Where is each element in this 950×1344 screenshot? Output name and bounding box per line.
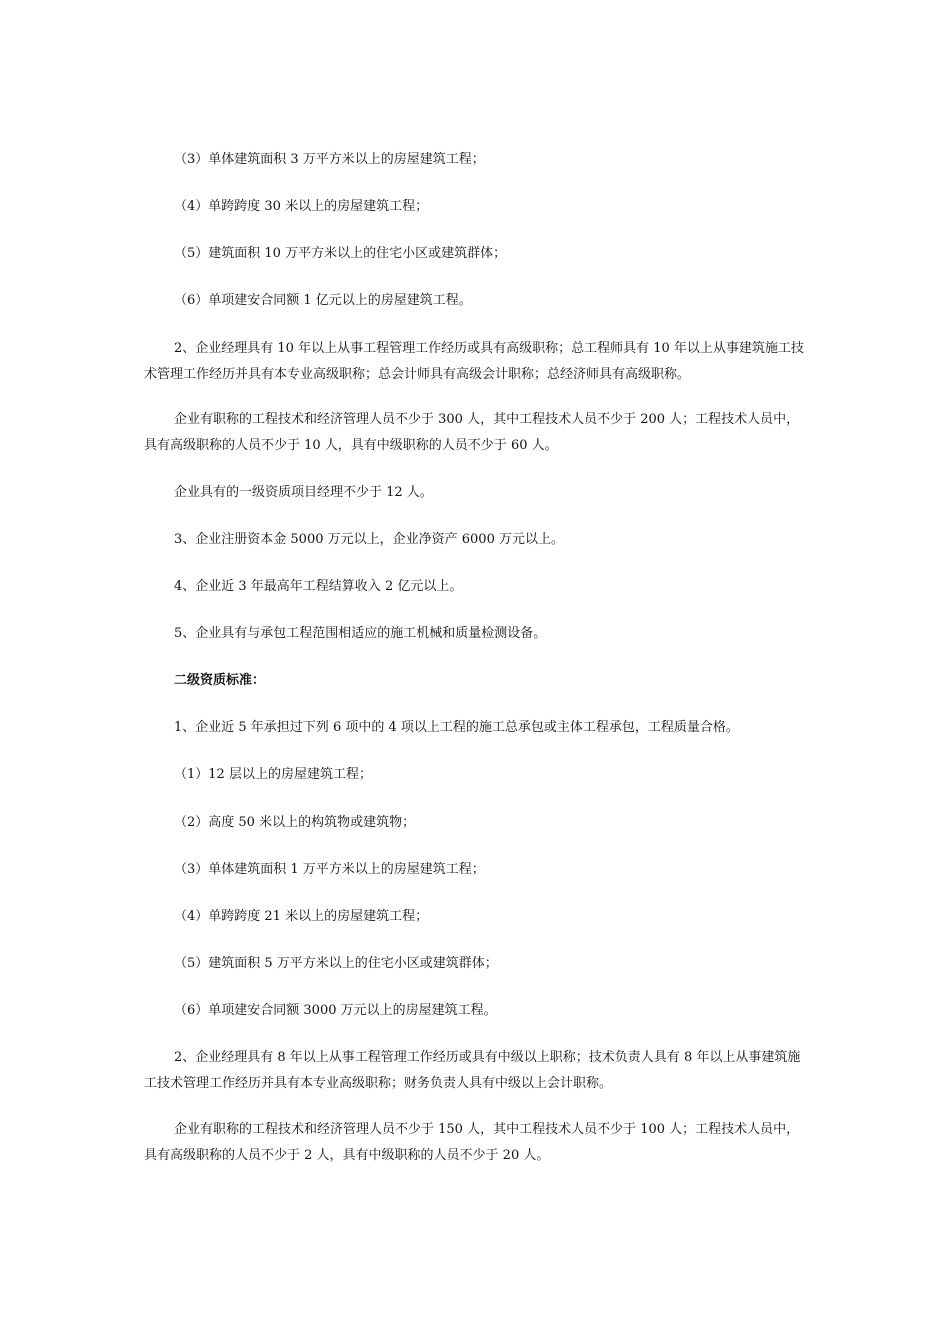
paragraph-item-2: （2）高度 50 米以上的构筑物或建筑物； [174,815,416,830]
paragraph-annual-income: 4、企业近 3 年最高年工程结算收入 2 亿元以上。 [174,579,463,594]
section-heading-level-2: 二级资质标准： [174,673,266,688]
paragraph-item-5: （5）建筑面积 10 万平方米以上的住宅小区或建筑群体； [174,246,507,261]
paragraph-project-managers: 企业具有的一级资质项目经理不少于 12 人。 [174,485,433,500]
paragraph-item-6-level-2: （6）单项建安合同额 3000 万元以上的房屋建筑工程。 [174,1003,497,1018]
paragraph-item-1: （1）12 层以上的房屋建筑工程； [174,767,372,782]
paragraph-item-6: （6）单项建安合同额 1 亿元以上的房屋建筑工程。 [174,293,472,308]
paragraph-registered-capital: 3、企业注册资本金 5000 万元以上，企业净资产 6000 万元以上。 [174,532,564,547]
paragraph-manager-qualification-level-2: 2、企业经理具有 8 年以上从事工程管理工作经历或具有中级以上职称；技术负责人具有 8 年以上从事建筑施工技术管理工作经历并具有本专业高级职称；财务负责人具有中级以上会计职称。 [144,1050,801,1091]
paragraph-level-2-projects: 1、企业近 5 年承担过下列 6 项中的 4 项以上工程的施工总承包或主体工程承包，工程质量合格。 [174,720,739,735]
paragraph-item-4-level-2: （4）单跨跨度 21 米以上的房屋建筑工程； [174,909,429,924]
paragraph-item-3: （3）单体建筑面积 3 万平方米以上的房屋建筑工程； [174,152,485,167]
paragraph-item-3-level-2: （3）单体建筑面积 1 万平方米以上的房屋建筑工程； [174,862,485,877]
paragraph-manager-qualification: 2、企业经理具有 10 年以上从事工程管理工作经历或具有高级职称；总工程师具有 10 年以上从事建筑施工技术管理工作经历并具有本专业高级职称；总会计师具有高级会计职称；总经济师具有高级职称。 [144,341,804,382]
paragraph-item-4: （4）单跨跨度 30 米以上的房屋建筑工程； [174,199,429,214]
paragraph-staff-requirement-level-2: 企业有职称的工程技术和经济管理人员不少于 150 人，其中工程技术人员不少于 100 人；工程技术人员中，具有高级职称的人员不少于 2 人，具有中级职称的人员不少于 20 人。 [144,1122,800,1163]
paragraph-equipment: 5、企业具有与承包工程范围相适应的施工机械和质量检测设备。 [174,626,547,641]
paragraph-staff-requirement: 企业有职称的工程技术和经济管理人员不少于 300 人，其中工程技术人员不少于 200 人；工程技术人员中，具有高级职称的人员不少于 10 人，具有中级职称的人员不少于 60 人。 [144,412,800,453]
paragraph-item-5-level-2: （5）建筑面积 5 万平方米以上的住宅小区或建筑群体； [174,956,498,971]
